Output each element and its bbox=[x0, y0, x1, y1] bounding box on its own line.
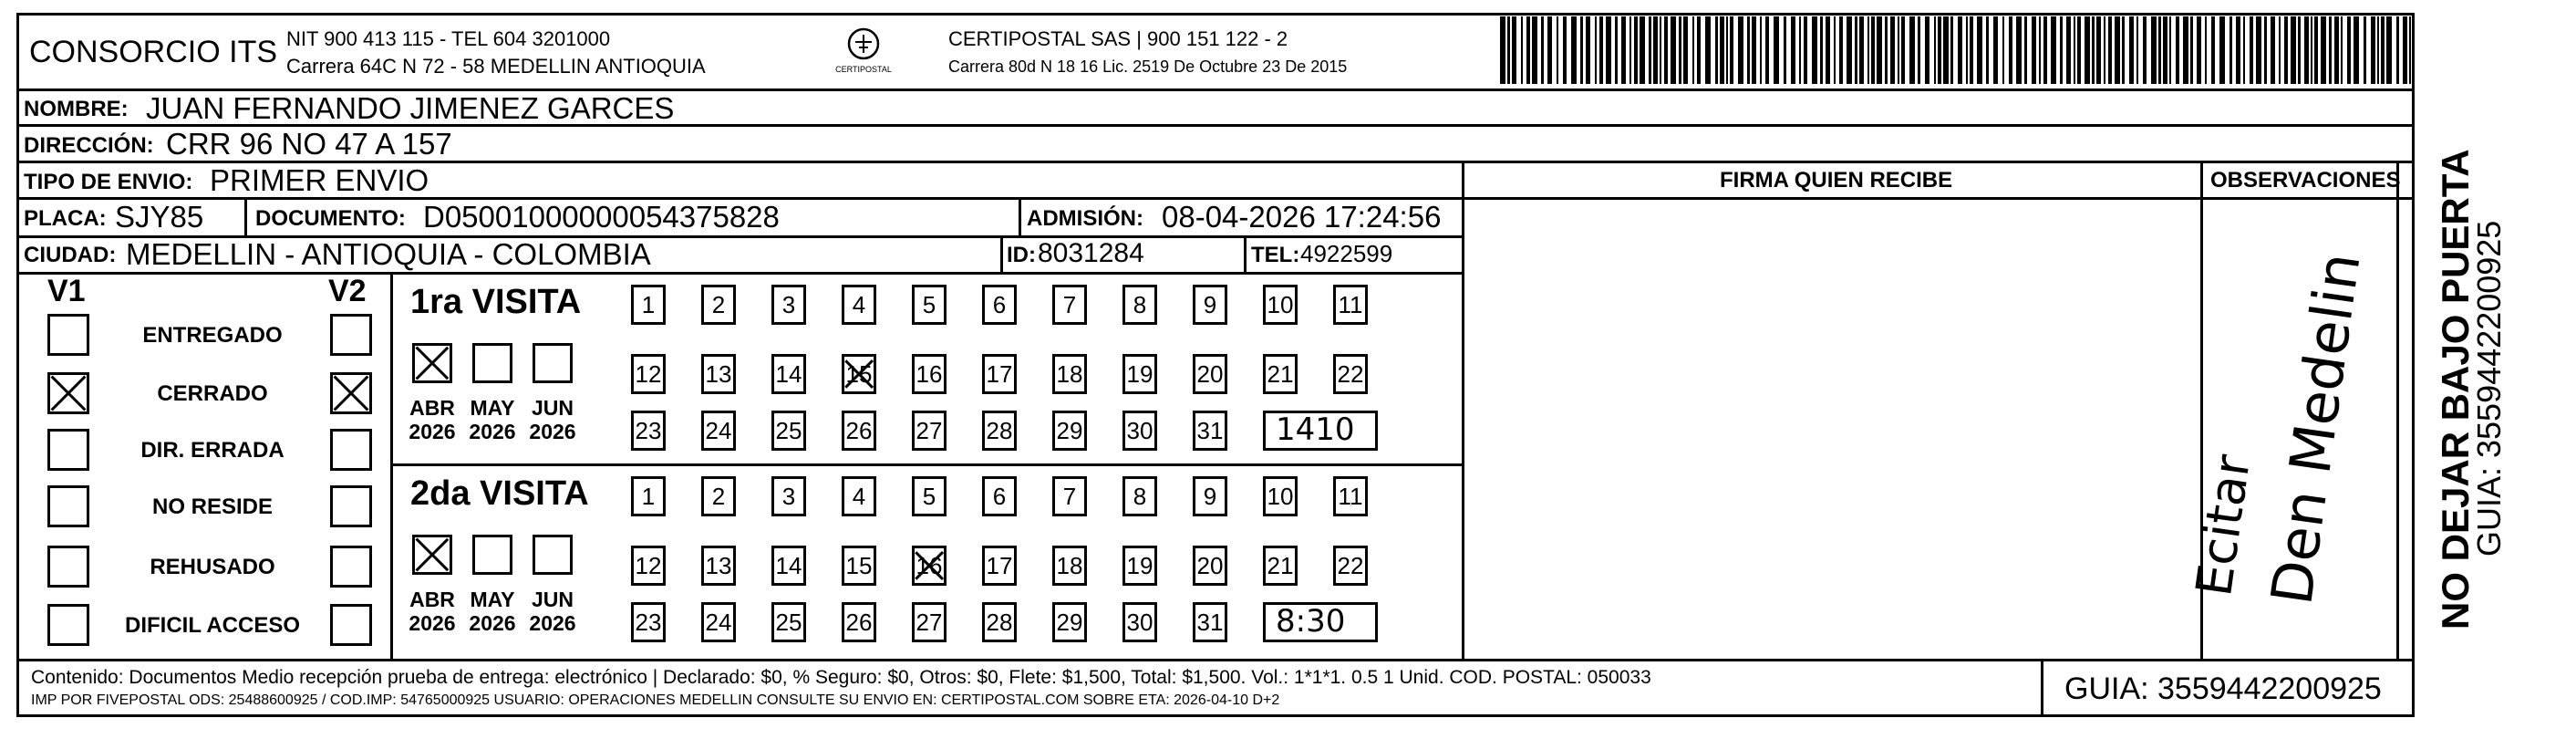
month-checkbox[interactable] bbox=[412, 535, 452, 575]
day-box[interactable]: 13 bbox=[701, 354, 736, 394]
hour-handwritten: 1410 bbox=[1276, 411, 1355, 448]
barcode-bar bbox=[1634, 16, 1638, 84]
barcode-bar bbox=[2129, 16, 2134, 84]
day-box[interactable]: 7 bbox=[1052, 476, 1087, 516]
barcode-bar bbox=[1595, 16, 1597, 84]
barcode-bar bbox=[2002, 16, 2004, 84]
barcode-bar bbox=[1859, 16, 1864, 84]
day-box[interactable]: 24 bbox=[701, 411, 736, 451]
barcode-bar bbox=[2183, 16, 2188, 84]
day-box[interactable]: 12 bbox=[631, 354, 666, 394]
day-box[interactable]: 2 bbox=[701, 476, 736, 516]
barcode-bar bbox=[2314, 16, 2318, 84]
barcode-bar bbox=[1679, 16, 1681, 84]
day-box[interactable]: 27 bbox=[912, 411, 947, 451]
day-box[interactable]: 1 bbox=[631, 285, 666, 325]
status-label: ENTREGADO bbox=[142, 323, 283, 348]
day-box[interactable]: 14 bbox=[771, 354, 806, 394]
carrier-name: CERTIPOSTAL SAS | 900 151 122 - 2 bbox=[948, 27, 1288, 50]
barcode-bar bbox=[1557, 16, 1558, 84]
day-box[interactable]: 24 bbox=[701, 602, 736, 642]
day-box[interactable]: 28 bbox=[982, 411, 1017, 451]
day-box[interactable]: 31 bbox=[1193, 411, 1227, 451]
barcode-bar bbox=[2229, 16, 2232, 84]
day-box[interactable]: 17 bbox=[982, 546, 1017, 586]
day-box[interactable]: 27 bbox=[912, 602, 947, 642]
company-name: CONSORCIO ITS bbox=[29, 35, 278, 69]
status-label: DIR. ERRADA bbox=[140, 438, 284, 463]
barcode-bar bbox=[2341, 16, 2343, 84]
day-box[interactable]: 15 bbox=[842, 546, 876, 586]
observaciones-header: OBSERVACIONES bbox=[2210, 168, 2401, 193]
barcode-bar bbox=[2311, 16, 2312, 84]
barcode-bar bbox=[1547, 16, 1552, 84]
day-box[interactable]: 22 bbox=[1333, 546, 1368, 586]
documento-label: DOCUMENTO: bbox=[255, 206, 406, 231]
admision-label: ADMISIÓN: bbox=[1027, 206, 1143, 231]
placa-value: SJY85 bbox=[115, 200, 204, 234]
barcode-bar bbox=[1966, 16, 1968, 84]
day-box[interactable]: 11 bbox=[1333, 285, 1368, 325]
barcode-bar bbox=[1500, 16, 1505, 84]
month-checkbox[interactable] bbox=[472, 343, 512, 383]
barcode-bar bbox=[2143, 16, 2147, 84]
v1-checkbox[interactable] bbox=[47, 546, 89, 588]
barcode-bar bbox=[2104, 16, 2105, 84]
barcode-bar bbox=[2264, 16, 2267, 84]
barcode-bar bbox=[1804, 16, 1807, 84]
barcode-bar bbox=[2039, 16, 2041, 84]
barcode-bar bbox=[2077, 16, 2081, 84]
footer-guia: GUIA: 3559442200925 bbox=[2064, 671, 2382, 706]
day-box[interactable]: 3 bbox=[771, 476, 806, 516]
barcode-bar bbox=[2163, 16, 2167, 84]
tel-label: TEL: bbox=[1251, 243, 1300, 267]
barcode-bar bbox=[1692, 16, 1694, 84]
day-box[interactable]: 21 bbox=[1263, 354, 1298, 394]
day-box[interactable]: 10 bbox=[1263, 285, 1298, 325]
v2-checkbox[interactable] bbox=[330, 429, 372, 471]
barcode-bar bbox=[1599, 16, 1603, 84]
tipo-envio-value: PRIMER ENVIO bbox=[210, 163, 429, 197]
month-label: ABR 2026 bbox=[409, 588, 456, 636]
barcode-bar bbox=[1606, 16, 1611, 84]
v2-checkbox[interactable] bbox=[330, 372, 372, 414]
barcode-bar bbox=[1938, 16, 1941, 84]
barcode-bar bbox=[1653, 16, 1658, 84]
barcode-bar bbox=[1715, 16, 1718, 84]
day-box[interactable]: 13 bbox=[701, 546, 736, 586]
barcode-bar bbox=[2243, 16, 2245, 84]
tel-value: 4922599 bbox=[1300, 240, 1393, 267]
barcode-bar bbox=[1774, 16, 1779, 84]
barcode-bar bbox=[2074, 16, 2075, 84]
day-box[interactable]: 26 bbox=[842, 602, 876, 642]
day-box[interactable]: 29 bbox=[1052, 602, 1087, 642]
barcode-bar bbox=[2371, 16, 2375, 84]
ciudad-value: MEDELLIN - ANTIOQUIA - COLOMBIA bbox=[126, 237, 651, 271]
v2-checkbox[interactable] bbox=[330, 604, 372, 646]
day-box[interactable]: 9 bbox=[1193, 285, 1227, 325]
barcode-bar bbox=[2386, 16, 2392, 84]
day-box[interactable]: 19 bbox=[1122, 546, 1157, 586]
barcode-bar bbox=[1541, 16, 1544, 84]
day-box[interactable]: 14 bbox=[771, 546, 806, 586]
barcode-bar bbox=[2329, 16, 2332, 84]
v1-checkbox[interactable] bbox=[47, 314, 89, 356]
company-address: Carrera 64C N 72 - 58 MEDELLIN ANTIOQUIA bbox=[286, 55, 706, 78]
carrier-address: Carrera 80d N 18 16 Lic. 2519 De Octubre 23 De 2015 bbox=[948, 57, 1348, 76]
barcode-bar bbox=[2085, 16, 2090, 84]
barcode-bar bbox=[2377, 16, 2379, 84]
barcode-bar bbox=[1649, 16, 1651, 84]
nombre-value: JUAN FERNANDO JIMENEZ GARCES bbox=[146, 91, 675, 125]
barcode-bar bbox=[2219, 16, 2225, 84]
day-box[interactable]: 17 bbox=[982, 354, 1017, 394]
barcode-bar bbox=[2250, 16, 2253, 84]
month-label: JUN 2026 bbox=[529, 588, 576, 636]
barcode-bar bbox=[1799, 16, 1801, 84]
barcode-bar bbox=[2334, 16, 2339, 84]
v1-checkbox[interactable] bbox=[47, 372, 89, 414]
barcode-bar bbox=[2271, 16, 2275, 84]
barcode-bar bbox=[1855, 16, 1857, 84]
barcode-bar bbox=[1934, 16, 1936, 84]
v2-checkbox[interactable] bbox=[330, 546, 372, 588]
barcode-bar bbox=[1664, 16, 1668, 84]
barcode-bar bbox=[2136, 16, 2138, 84]
barcode-bar bbox=[1958, 16, 1962, 84]
barcode-bar bbox=[2298, 16, 2301, 84]
barcode-bar bbox=[1532, 16, 1537, 84]
observation-note-1: Ecitar bbox=[2185, 451, 2262, 600]
v1-checkbox[interactable] bbox=[47, 604, 89, 646]
barcode-bar bbox=[1918, 16, 1920, 84]
day-box[interactable]: 16 bbox=[912, 354, 947, 394]
barcode-bar bbox=[2115, 16, 2120, 84]
barcode-bar bbox=[2108, 16, 2112, 84]
day-box[interactable]: 22 bbox=[1333, 354, 1368, 394]
barcode-graphic bbox=[1500, 15, 2412, 86]
day-box[interactable]: 4 bbox=[842, 285, 876, 325]
barcode-bar bbox=[1970, 16, 1973, 84]
company-nit: NIT 900 413 115 - TEL 604 3201000 bbox=[286, 27, 611, 50]
barcode-bar bbox=[1834, 16, 1836, 84]
month-checkbox[interactable] bbox=[412, 343, 452, 383]
month-checkbox[interactable] bbox=[533, 343, 573, 383]
barcode-bar bbox=[2032, 16, 2036, 84]
day-box[interactable]: 5 bbox=[912, 476, 947, 516]
barcode-bar bbox=[1705, 16, 1711, 84]
barcode-bar bbox=[1847, 16, 1852, 84]
observation-note-2: Den Medelin bbox=[2258, 248, 2374, 609]
day-box[interactable]: 26 bbox=[842, 411, 876, 451]
barcode-bar bbox=[1580, 16, 1583, 84]
documento-value: D05001000000054375828 bbox=[423, 200, 780, 234]
v1-header: V1 bbox=[47, 274, 86, 308]
barcode-bar bbox=[2381, 16, 2385, 84]
barcode-bar bbox=[1950, 16, 1953, 84]
barcode-bar bbox=[2158, 16, 2161, 84]
barcode-bar bbox=[1925, 16, 1929, 84]
day-box[interactable]: 25 bbox=[771, 602, 806, 642]
barcode-bar bbox=[2197, 16, 2201, 84]
barcode-bar bbox=[1890, 16, 1895, 84]
barcode-bar bbox=[1738, 16, 1743, 84]
day-box[interactable]: 23 bbox=[631, 411, 666, 451]
barcode-bar bbox=[1898, 16, 1899, 84]
observations-area bbox=[2185, 200, 2395, 656]
day-box[interactable]: 6 bbox=[982, 476, 1017, 516]
barcode-bar bbox=[1747, 16, 1750, 84]
barcode-bar bbox=[1812, 16, 1817, 84]
barcode-bar bbox=[2169, 16, 2171, 84]
barcode-bar bbox=[2066, 16, 2071, 84]
barcode-bar bbox=[1586, 16, 1590, 84]
barcode-bar bbox=[1867, 16, 1869, 84]
direccion-label: DIRECCIÓN: bbox=[24, 133, 154, 158]
month-label: JUN 2026 bbox=[529, 396, 576, 444]
day-box[interactable]: 21 bbox=[1263, 546, 1298, 586]
direccion-value: CRR 96 NO 47 A 157 bbox=[166, 127, 452, 161]
day-box[interactable]: 31 bbox=[1193, 602, 1227, 642]
side-warning: NO DEJAR BAJO PUERTA bbox=[2434, 149, 2477, 630]
day-box[interactable]: 2 bbox=[701, 285, 736, 325]
ciudad-label: CIUDAD: bbox=[24, 243, 117, 267]
barcode-bar bbox=[2205, 16, 2207, 84]
v2-checkbox[interactable] bbox=[330, 485, 372, 527]
day-box[interactable]: 15 bbox=[842, 354, 876, 394]
barcode-bar bbox=[1885, 16, 1888, 84]
barcode-bar bbox=[1526, 16, 1530, 84]
day-box[interactable]: 18 bbox=[1052, 354, 1087, 394]
barcode-bar bbox=[2354, 16, 2359, 84]
barcode-bar bbox=[2043, 16, 2047, 84]
month-checkbox[interactable] bbox=[472, 535, 512, 575]
visit-title: 1ra VISITA bbox=[410, 283, 582, 321]
day-box[interactable]: 28 bbox=[982, 602, 1017, 642]
barcode-bar bbox=[1943, 16, 1949, 84]
day-box[interactable]: 25 bbox=[771, 411, 806, 451]
visit-title: 2da VISITA bbox=[410, 474, 589, 513]
v2-header: V2 bbox=[328, 274, 367, 308]
barcode-bar bbox=[2096, 16, 2101, 84]
side-guia: GUIA: 3559442200925 bbox=[2470, 220, 2508, 557]
month-label: MAY 2026 bbox=[469, 588, 516, 636]
barcode-bar bbox=[2291, 16, 2296, 84]
barcode-bar bbox=[2409, 16, 2411, 84]
barcode-bar bbox=[2396, 16, 2399, 84]
barcode-bar bbox=[1621, 16, 1626, 84]
barcode-bar bbox=[1820, 16, 1823, 84]
barcode-bar bbox=[2060, 16, 2063, 84]
barcode-bar bbox=[2190, 16, 2193, 84]
barcode-bar bbox=[1765, 16, 1769, 84]
barcode-bar bbox=[2051, 16, 2056, 84]
v1-checkbox[interactable] bbox=[47, 485, 89, 527]
barcode-bar bbox=[1791, 16, 1795, 84]
firma-header: FIRMA QUIEN RECIBE bbox=[1720, 168, 1953, 193]
hour-handwritten: 8:30 bbox=[1276, 603, 1346, 640]
firma-area bbox=[1464, 200, 2198, 656]
barcode-bar bbox=[2304, 16, 2309, 84]
barcode-bar bbox=[1877, 16, 1882, 84]
id-label: ID: bbox=[1007, 243, 1036, 267]
barcode-bar bbox=[2403, 16, 2407, 84]
day-box[interactable]: 8 bbox=[1122, 476, 1157, 516]
month-checkbox[interactable] bbox=[533, 535, 573, 575]
barcode-bar bbox=[1571, 16, 1577, 84]
month-label: ABR 2026 bbox=[409, 396, 456, 444]
day-box[interactable]: 11 bbox=[1333, 476, 1368, 516]
day-box[interactable]: 30 bbox=[1122, 411, 1157, 451]
barcode-bar bbox=[2284, 16, 2288, 84]
barcode-bar bbox=[1615, 16, 1618, 84]
footer-print-info: IMP POR FIVEPOSTAL ODS: 25488600925 / COD.IMP: 54765000925 USUARIO: OPERACIONES MEDELLIN CONSULTE SU ENVIO EN: CERTIPOSTAL.COM SOBRE ETA: 2026-04-10 D+2 bbox=[31, 692, 1280, 708]
barcode-bar bbox=[2009, 16, 2012, 84]
day-box[interactable]: 8 bbox=[1122, 285, 1157, 325]
day-box[interactable]: 10 bbox=[1263, 476, 1298, 516]
barcode-bar bbox=[1730, 16, 1733, 84]
barcode-bar bbox=[2092, 16, 2095, 84]
barcode-bar bbox=[1507, 16, 1510, 84]
footer-contents: Contenido: Documentos Medio recepción prueba de entrega: electrónico | Declarado: $0, % Seguro: $0, Otros: $0, Flete: $1,500, Total: $1,500. Vol.: 1*1*1. 0.5 1 Unid. COD. POSTAL: 050033 bbox=[31, 667, 1651, 688]
tipo-envio-label: TIPO DE ENVIO: bbox=[24, 170, 193, 194]
barcode-bar bbox=[1977, 16, 1982, 84]
barcode-bar bbox=[1784, 16, 1786, 84]
day-box[interactable]: 5 bbox=[912, 285, 947, 325]
v1-checkbox[interactable] bbox=[47, 429, 89, 471]
day-box[interactable]: 29 bbox=[1052, 411, 1087, 451]
barcode-bar bbox=[1726, 16, 1728, 84]
barcode-bar bbox=[2122, 16, 2125, 84]
v2-checkbox[interactable] bbox=[330, 314, 372, 356]
barcode-bar bbox=[2211, 16, 2215, 84]
barcode-bar bbox=[1683, 16, 1688, 84]
barcode-bar bbox=[1826, 16, 1830, 84]
nombre-label: NOMBRE: bbox=[24, 97, 129, 121]
barcode-bar bbox=[2016, 16, 2022, 84]
status-label: CERRADO bbox=[157, 381, 268, 406]
barcode-bar bbox=[1986, 16, 1989, 84]
logo-text: CERTIPOSTAL bbox=[835, 65, 892, 74]
barcode-bar bbox=[1871, 16, 1875, 84]
barcode-bar bbox=[1901, 16, 1905, 84]
day-box[interactable]: 3 bbox=[771, 285, 806, 325]
day-box[interactable]: 16 bbox=[912, 546, 947, 586]
month-label: MAY 2026 bbox=[469, 396, 516, 444]
day-box[interactable]: 7 bbox=[1052, 285, 1087, 325]
barcode-bar bbox=[1563, 16, 1567, 84]
barcode-bar bbox=[1671, 16, 1676, 84]
day-box[interactable]: 12 bbox=[631, 546, 666, 586]
barcode-bar bbox=[1909, 16, 1915, 84]
barcode-bar bbox=[1640, 16, 1645, 84]
barcode-bar bbox=[1512, 16, 1516, 84]
barcode-bar bbox=[1660, 16, 1661, 84]
barcode-bar bbox=[2279, 16, 2281, 84]
day-box[interactable]: 30 bbox=[1122, 602, 1157, 642]
day-box[interactable]: 18 bbox=[1052, 546, 1087, 586]
day-box[interactable]: 23 bbox=[631, 602, 666, 642]
day-box[interactable]: 19 bbox=[1122, 354, 1157, 394]
barcode-bar bbox=[2176, 16, 2179, 84]
barcode-bar bbox=[1521, 16, 1523, 84]
barcode-bar bbox=[1697, 16, 1701, 84]
barcode-bar bbox=[1993, 16, 1998, 84]
barcode-bar bbox=[1760, 16, 1762, 84]
barcode-bar bbox=[1752, 16, 1756, 84]
admision-value: 08-04-2026 17:24:56 bbox=[1162, 200, 1442, 234]
barcode-bar bbox=[2256, 16, 2261, 84]
barcode-bar bbox=[2024, 16, 2027, 84]
day-box[interactable]: 20 bbox=[1193, 546, 1227, 586]
barcode-bar bbox=[2236, 16, 2240, 84]
status-label: REHUSADO bbox=[150, 555, 275, 579]
status-label: DIFICIL ACCESO bbox=[124, 613, 300, 638]
day-box[interactable]: 20 bbox=[1193, 354, 1227, 394]
barcode bbox=[1500, 15, 2412, 86]
day-box[interactable]: 9 bbox=[1193, 476, 1227, 516]
barcode-bar bbox=[1629, 16, 1631, 84]
placa-label: PLACA: bbox=[24, 206, 107, 231]
day-box[interactable]: 1 bbox=[631, 476, 666, 516]
day-box[interactable]: 4 bbox=[842, 476, 876, 516]
certipostal-logo bbox=[832, 24, 895, 80]
day-box[interactable]: 6 bbox=[982, 285, 1017, 325]
barcode-bar bbox=[2151, 16, 2157, 84]
barcode-bar bbox=[1839, 16, 1843, 84]
id-value: 8031284 bbox=[1038, 238, 1144, 268]
status-label: NO RESIDE bbox=[151, 494, 274, 519]
barcode-bar bbox=[2321, 16, 2326, 84]
barcode-bar bbox=[2364, 16, 2366, 84]
barcode-bar bbox=[2347, 16, 2351, 84]
barcode-bar bbox=[1720, 16, 1724, 84]
